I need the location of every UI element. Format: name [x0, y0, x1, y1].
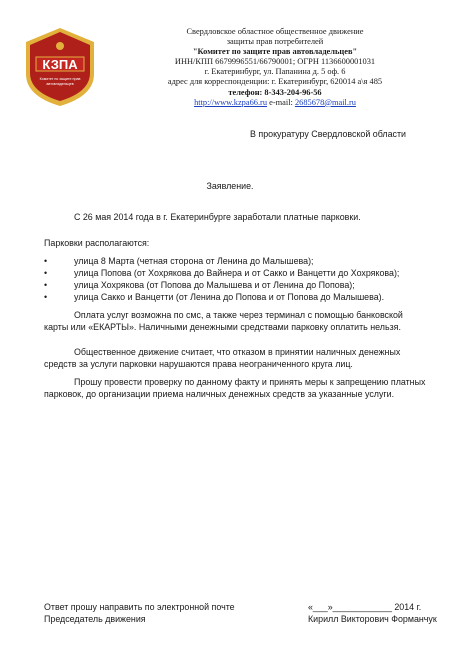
list-item: • улица Сакко и Ванцетти (от Ленина до Попова и от Попова до Малышева).	[44, 292, 385, 302]
svg-text:Комитет по защите прав: Комитет по защите прав	[39, 77, 81, 81]
email-label: e-mail:	[269, 97, 293, 107]
paragraph-payment-line2: карты или «ЕКАРТЫ». Наличными денежными средствами парковку оплатить нельзя.	[44, 322, 401, 332]
reply-request: Ответ прошу направить по электронной почте	[44, 602, 235, 612]
email-link[interactable]: 2685678@mail.ru	[294, 97, 356, 107]
list-item: • улица Хохрякова (от Попова до Малышева и от Ленина до Попова);	[44, 280, 355, 290]
bullet-icon: •	[44, 256, 48, 266]
addressee: В прокуратуру Свердловской области	[250, 129, 406, 139]
organization-header	[150, 27, 400, 108]
org-address: г. Екатеринбург, ул. Папанина д. 5 оф. 6	[204, 67, 346, 77]
org-subtitle: защиты прав потребителей	[226, 37, 324, 47]
paragraph-violation-line1: Общественное движение считает, что отказом в принятии наличных денежных	[74, 347, 401, 357]
organization-logo	[20, 26, 100, 108]
list-item: • улица Попова (от Хохрякова до Вайнера и от Сакко и Ванцетти до Хохрякова);	[44, 268, 400, 278]
paragraph-request-line2: парковок, до организации приема наличных денежных средств за указанные услуги.	[44, 389, 395, 399]
org-contacts	[150, 98, 400, 108]
org-phone: телефон: 8-343-204-96-56	[228, 87, 322, 97]
intro-text: С 26 мая 2014 года в г. Екатеринбурге заработали платные парковки.	[74, 212, 361, 222]
list-title: Парковки располагаются:	[44, 238, 150, 248]
svg-text:автовладельцев: автовладельцев	[46, 82, 74, 86]
bullet-icon: •	[44, 268, 48, 278]
org-mail-address: адрес для корреспонденции: г. Екатеринбург, 620014 а\я 485	[167, 77, 383, 87]
bullet-icon: •	[44, 292, 48, 302]
website-link[interactable]: http://www.kzpa66.ru	[194, 97, 268, 107]
parking-list	[0, 256, 460, 306]
paragraph-payment-line1: Оплата услуг возможна по смс, а также через терминал с помощью банковской	[74, 310, 403, 320]
org-inn: ИНН/КПП 6679996551/66790001; ОГРН 1136600001031	[174, 57, 376, 67]
signature-date: «___»____________ 2014 г.	[308, 602, 422, 612]
chairman-label: Председатель движения	[44, 614, 146, 624]
list-item: • улица 8 Марта (четная сторона от Ленина до Малышева);	[44, 256, 314, 266]
paragraph-request-line1: Прошу провести проверку по данному факту и принять меры к запрещению платных	[74, 377, 426, 387]
paragraph-violation-line2: средств за услуги парковки нарушаются права неограниченного круга лиц.	[44, 359, 353, 369]
org-name: Свердловское областное общественное движение	[186, 27, 364, 36]
chairman-name: Кирилл Викторович Форманчук	[308, 614, 437, 624]
org-committee: "Комитет по защите прав автовладельцев"	[192, 47, 358, 57]
document-title: Заявление.	[206, 181, 254, 191]
bullet-icon: •	[44, 280, 48, 290]
logo-text: КЗПА	[42, 57, 78, 72]
